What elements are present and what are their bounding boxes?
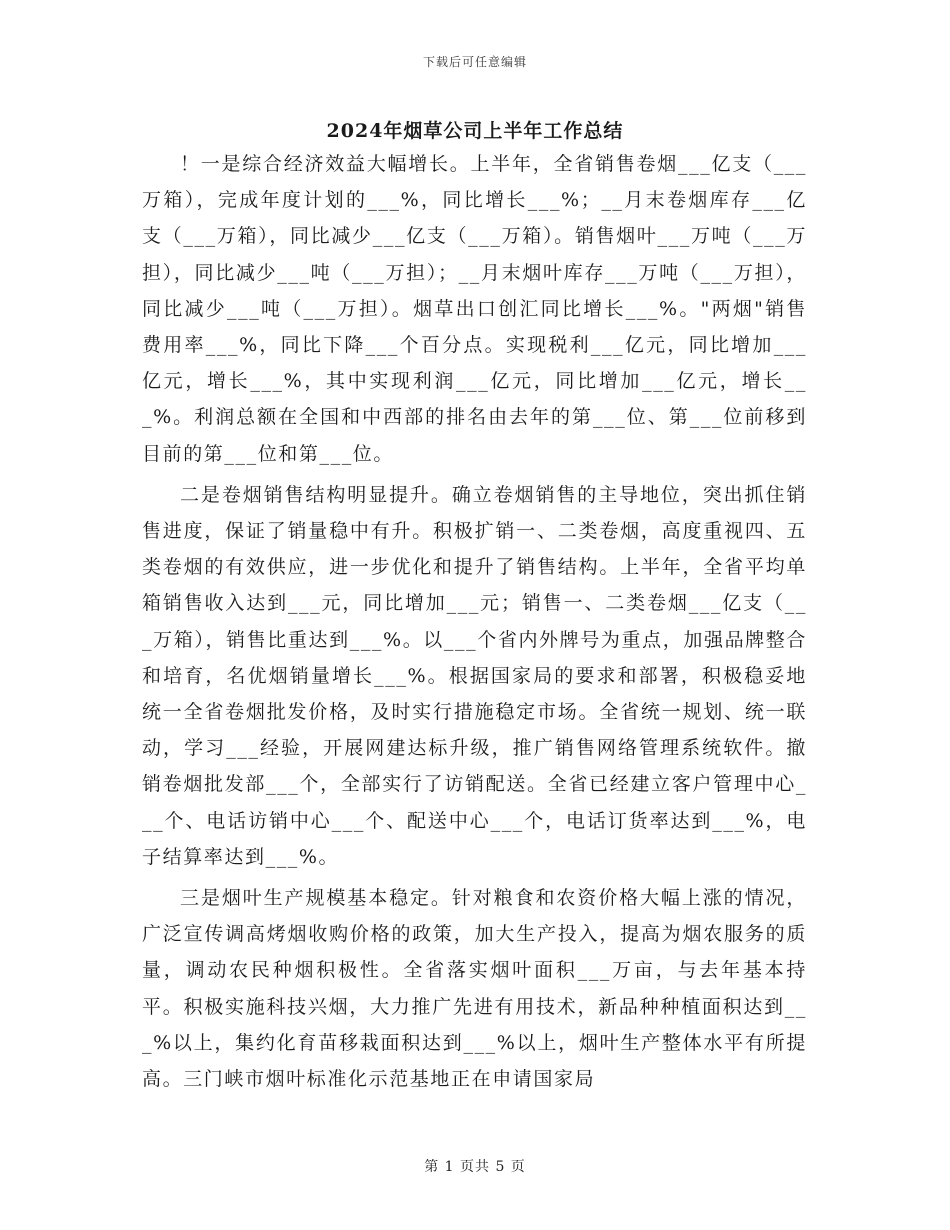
paragraph-3: 三是烟叶生产规模基本稳定。针对粮食和农资价格大幅上涨的情况，广泛宣传调高烤烟收购价格的政策，加大生产投入，提高为烟农服务的质量，调动农民种烟积极性。全省落实烟叶面积___万亩，与去年基本持平。积极实施科技兴烟，大力推广先进有用技术，新品种种植面积达到___%以上，集约化育苗移栽面积达到___%以上，烟叶生产整体水平有所提高。三门峡市烟叶标准化示范基地正在申请国家局 [142,887,807,1091]
header-note: 下载后可任意编辑 [422,55,527,69]
paragraph-1: ！一是综合经济效益大幅增长。上半年，全省销售卷烟___亿支（___万箱），完成年度计划的___%，同比增长___%；__月末卷烟库存___亿支（___万箱），同比减少___亿支（___万箱）。销售烟叶___万吨（___万担），同比减少___吨（___万担）；__月末烟叶库存___万吨（___万担），同比减少___吨（___万担）。烟草出口创汇同比增长___%。"两烟"销售费用率___%，同比下降___个百分点。实现税利___亿元，同比增加___亿元，增长___%，其中实现利润___亿元，同比增加___亿元，增长___%。利润总额在全国和中西部的排名由去年的第___位、第___位前移到目前的第___位和第___位。 [142,153,807,465]
page-footer: 第 1 页共 5 页 [424,1159,526,1175]
document-body [142,146,807,1102]
paragraph-2: 二是卷烟销售结构明显提升。确立卷烟销售的主导地位，突出抓住销售进度，保证了销量稳中有升。积极扩销一、二类卷烟，高度重视四、五类卷烟的有效供应，进一步优化和提升了销售结构。上半年，全省平均单箱销售收入达到___元，同比增加___元；销售一、二类卷烟___亿支（___万箱），销售比重达到___%。以___个省内外牌号为重点，加强品牌整合和培育，名优烟销量增长___%。根据国家局的要求和部署，积极稳妥地统一全省卷烟批发价格，及时实行措施稳定市场。全省统一规划、统一联动，学习___经验，开展网建达标升级，推广销售网络管理系统软件。撤销卷烟批发部___个，全部实行了访销配送。全省已经建立客户管理中心___个、电话访销中心___个、配送中心___个，电话订货率达到___%，电子结算率达到___%。 [142,483,807,868]
document-title: 2024年烟草公司上半年工作总结 [326,120,624,142]
